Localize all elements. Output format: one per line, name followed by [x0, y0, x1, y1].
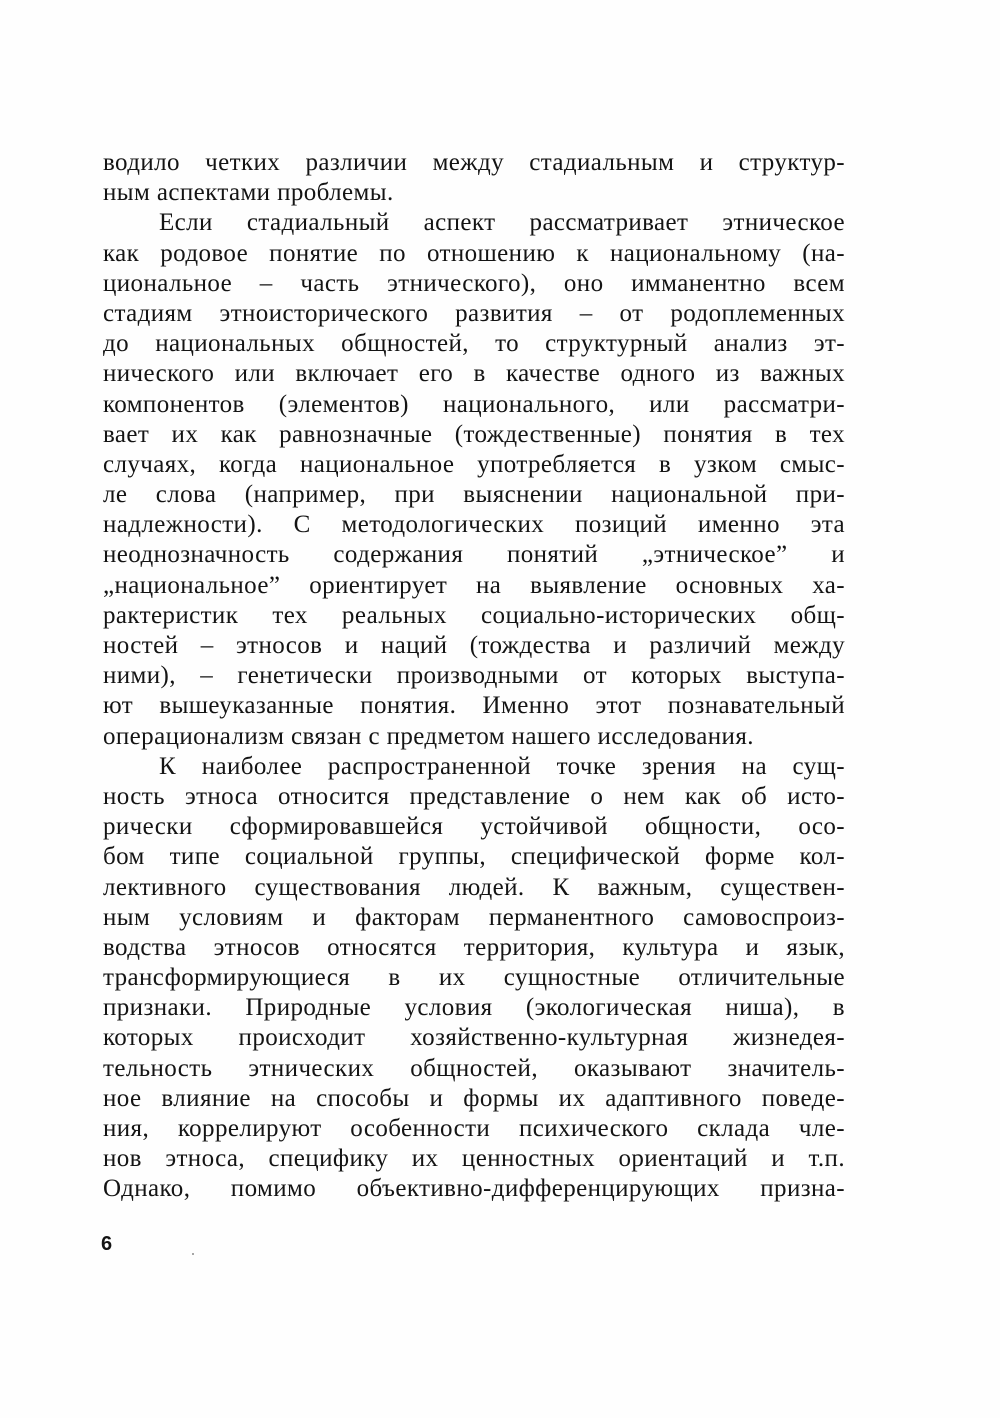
text-line: рически сформировавшейся устойчивой общности, осо-: [103, 813, 845, 841]
text-line: случаях, когда национальное употребляется в узком смыс-: [103, 450, 845, 478]
text-line: стадиям этноисторического развития – от родоплеменных: [103, 299, 845, 327]
text-line: К наиболее распространенной точке зрения на сущ-: [159, 752, 845, 780]
text-line: компонентов (элементов) национального, или рассматри-: [103, 390, 845, 418]
text-line: ния, коррелируют особенности психического склада чле-: [103, 1115, 845, 1142]
text-line: нов этноса, специфику их ценностных ориентаций и т.п.: [103, 1145, 845, 1173]
paragraph-1: [103, 148, 845, 208]
scan-speck: [192, 1253, 194, 1255]
text-line: водило четких различии между стадиальным и структур-: [103, 149, 845, 176]
text-line: нического или включает его в качестве одного из важных: [103, 360, 845, 388]
text-line: надлежности). С методологических позиций именно эта: [103, 511, 845, 539]
text-line: циональное – часть этнического), оно имманентно всем: [103, 269, 845, 297]
text-line: ным аспектами проблемы.: [103, 179, 394, 207]
text-line: ное влияние на способы и формы их адаптивного поведе-: [103, 1084, 845, 1112]
text-line: ют вышеуказанные понятия. Именно этот познавательный: [103, 692, 845, 720]
text-line: неоднозначность содержания понятий „этническое” и: [103, 541, 845, 569]
text-line: операционализм связан с предметом нашего исследования.: [103, 722, 754, 750]
text-line: Если стадиальный аспект рассматривает этническое: [159, 209, 845, 237]
text-line: ность этноса относится представление о нем как об исто-: [103, 782, 845, 810]
text-line: Однако, помимо объективно-дифференцирующих призна-: [103, 1175, 845, 1203]
paragraph-3: [103, 752, 845, 1205]
text-line: ле слова (например, при выяснении национальной при-: [103, 481, 845, 509]
paragraph-2: [103, 208, 845, 751]
text-line: вает их как равнозначные (тождественные) понятия в тех: [103, 420, 845, 448]
page-number: 6: [101, 1233, 113, 1255]
text-line: лективного существования людей. К важным, существен-: [103, 873, 845, 901]
text-line: „национальное” ориентирует на выявление основных ха-: [103, 571, 845, 599]
text-line: бом типе социальной группы, специфической форме кол-: [103, 843, 845, 871]
text-line: ними), – генетически производными от которых выступа-: [103, 662, 845, 690]
text-line: ностей – этносов и наций (тождества и различий между: [103, 632, 845, 659]
text-line: как родовое понятие по отношению к национальному (на-: [103, 239, 845, 267]
text-line: водства этносов относятся территория, культура и язык,: [103, 933, 845, 961]
text-line: тельность этнических общностей, оказывают значитель-: [103, 1054, 845, 1082]
body-text: [103, 148, 845, 1205]
text-line: до национальных общностей, то структурный анализ эт-: [103, 330, 845, 358]
text-line: которых происходит хозяйственно-культурная жизнедея-: [103, 1024, 845, 1052]
text-line: рактеристик тех реальных социально-исторических общ-: [103, 601, 845, 629]
text-line: трансформирующиеся в их сущностные отличительные: [103, 964, 845, 992]
text-line: признаки. Природные условия (экологическая ниша), в: [103, 994, 845, 1022]
text-line: ным условиям и факторам перманентного самовоспроиз-: [103, 903, 845, 931]
